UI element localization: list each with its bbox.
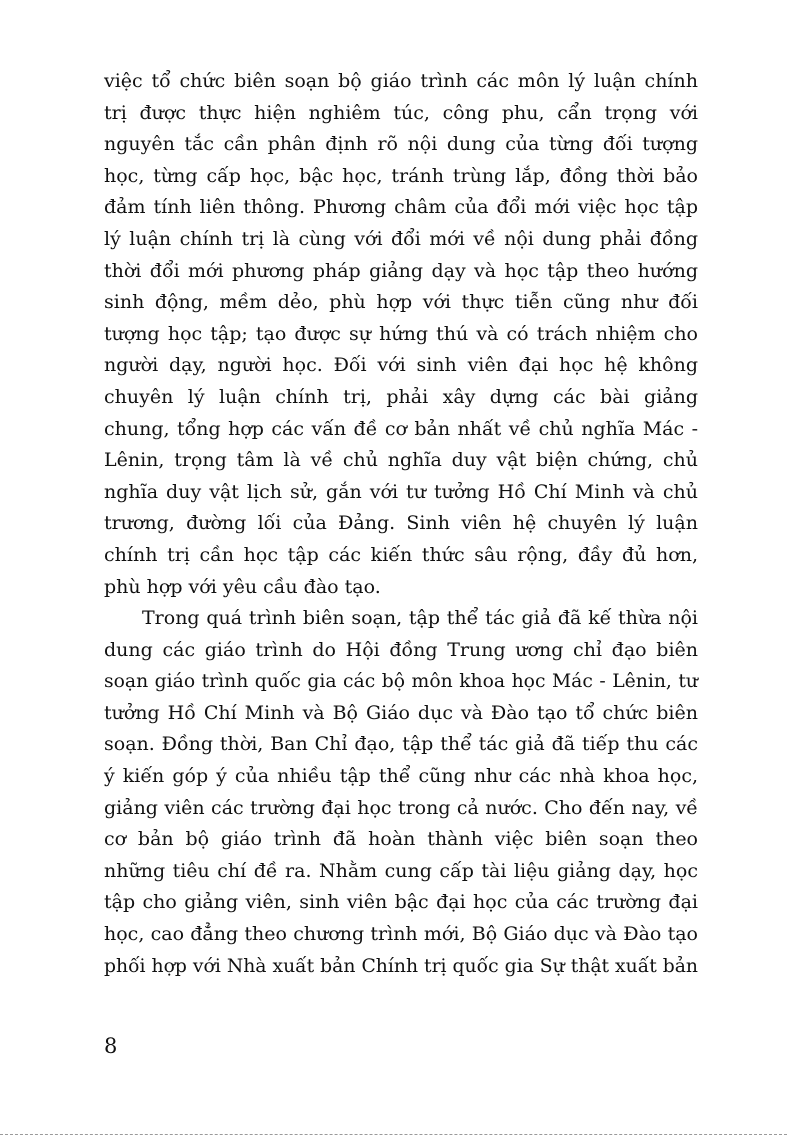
- text-line: chung, tổng hợp các vấn đề cơ bản nhất về chủ nghĩa Mác -: [104, 417, 698, 440]
- body-text: [104, 66, 698, 982]
- text-line: học, cao đẳng theo chương trình mới, Bộ Giáo dục và Đào tạo: [104, 923, 698, 946]
- text-line: những tiêu chí đề ra. Nhằm cung cấp tài liệu giảng dạy, học: [104, 859, 698, 882]
- text-line: trị được thực hiện nghiêm túc, công phu, cẩn trọng với: [104, 101, 698, 124]
- text-line: tượng học tập; tạo được sự hứng thú và có trách nhiệm cho: [104, 322, 698, 345]
- paragraph-2: [104, 603, 698, 982]
- text-line: dung các giáo trình do Hội đồng Trung ương chỉ đạo biên: [104, 638, 698, 661]
- text-line: sinh động, mềm dẻo, phù hợp với thực tiễn cũng như đối: [104, 291, 698, 314]
- text-line: soạn. Đồng thời, Ban Chỉ đạo, tập thể tác giả đã tiếp thu các: [104, 733, 698, 756]
- text-line: soạn giáo trình quốc gia các bộ môn khoa học Mác - Lênin, tư: [104, 671, 698, 693]
- text-line: tập cho giảng viên, sinh viên bậc đại học của các trường đại: [104, 891, 698, 914]
- text-line: Lênin, trọng tâm là về chủ nghĩa duy vật biện chứng, chủ: [104, 449, 698, 472]
- text-line: lý luận chính trị là cùng với đổi mới về nội dung phải đồng: [104, 227, 698, 250]
- text-line: phối hợp với Nhà xuất bản Chính trị quốc gia Sự thật xuất bản: [104, 955, 698, 977]
- text-line: chuyên lý luận chính trị, phải xây dựng các bài giảng: [104, 385, 698, 408]
- text-line: giảng viên các trường đại học trong cả nước. Cho đến nay, về: [104, 796, 698, 819]
- text-line: phù hợp với yêu cầu đào tạo.: [104, 575, 381, 598]
- text-line: học, từng cấp học, bậc học, tránh trùng lắp, đồng thời bảo: [104, 164, 698, 187]
- page-number: 8: [104, 1034, 118, 1058]
- text-line: trương, đường lối của Đảng. Sinh viên hệ chuyên lý luận: [104, 512, 698, 535]
- text-line: cơ bản bộ giáo trình đã hoàn thành việc biên soạn theo: [104, 828, 698, 851]
- text-line: nghĩa duy vật lịch sử, gắn với tư tưởng Hồ Chí Minh và chủ: [104, 480, 698, 503]
- text-line: tưởng Hồ Chí Minh và Bộ Giáo dục và Đào tạo tổ chức biên: [104, 701, 698, 724]
- page-bottom-rule: [0, 1134, 787, 1135]
- text-line: ý kiến góp ý của nhiều tập thể cũng như các nhà khoa học,: [104, 765, 698, 788]
- text-line: thời đổi mới phương pháp giảng dạy và học tập theo hướng: [104, 259, 698, 282]
- paragraph-1: [104, 66, 698, 603]
- text-line: người dạy, người học. Đối với sinh viên đại học hệ không: [104, 354, 698, 377]
- text-line: nguyên tắc cần phân định rõ nội dung của từng đối tượng: [104, 133, 698, 156]
- text-line: Trong quá trình biên soạn, tập thể tác giả đã kế thừa nội: [142, 607, 698, 630]
- text-line: đảm tính liên thông. Phương châm của đổi mới việc học tập: [104, 196, 698, 219]
- text-line: chính trị cần học tập các kiến thức sâu rộng, đầy đủ hơn,: [104, 543, 698, 566]
- text-line: việc tổ chức biên soạn bộ giáo trình các môn lý luận chính: [104, 70, 698, 92]
